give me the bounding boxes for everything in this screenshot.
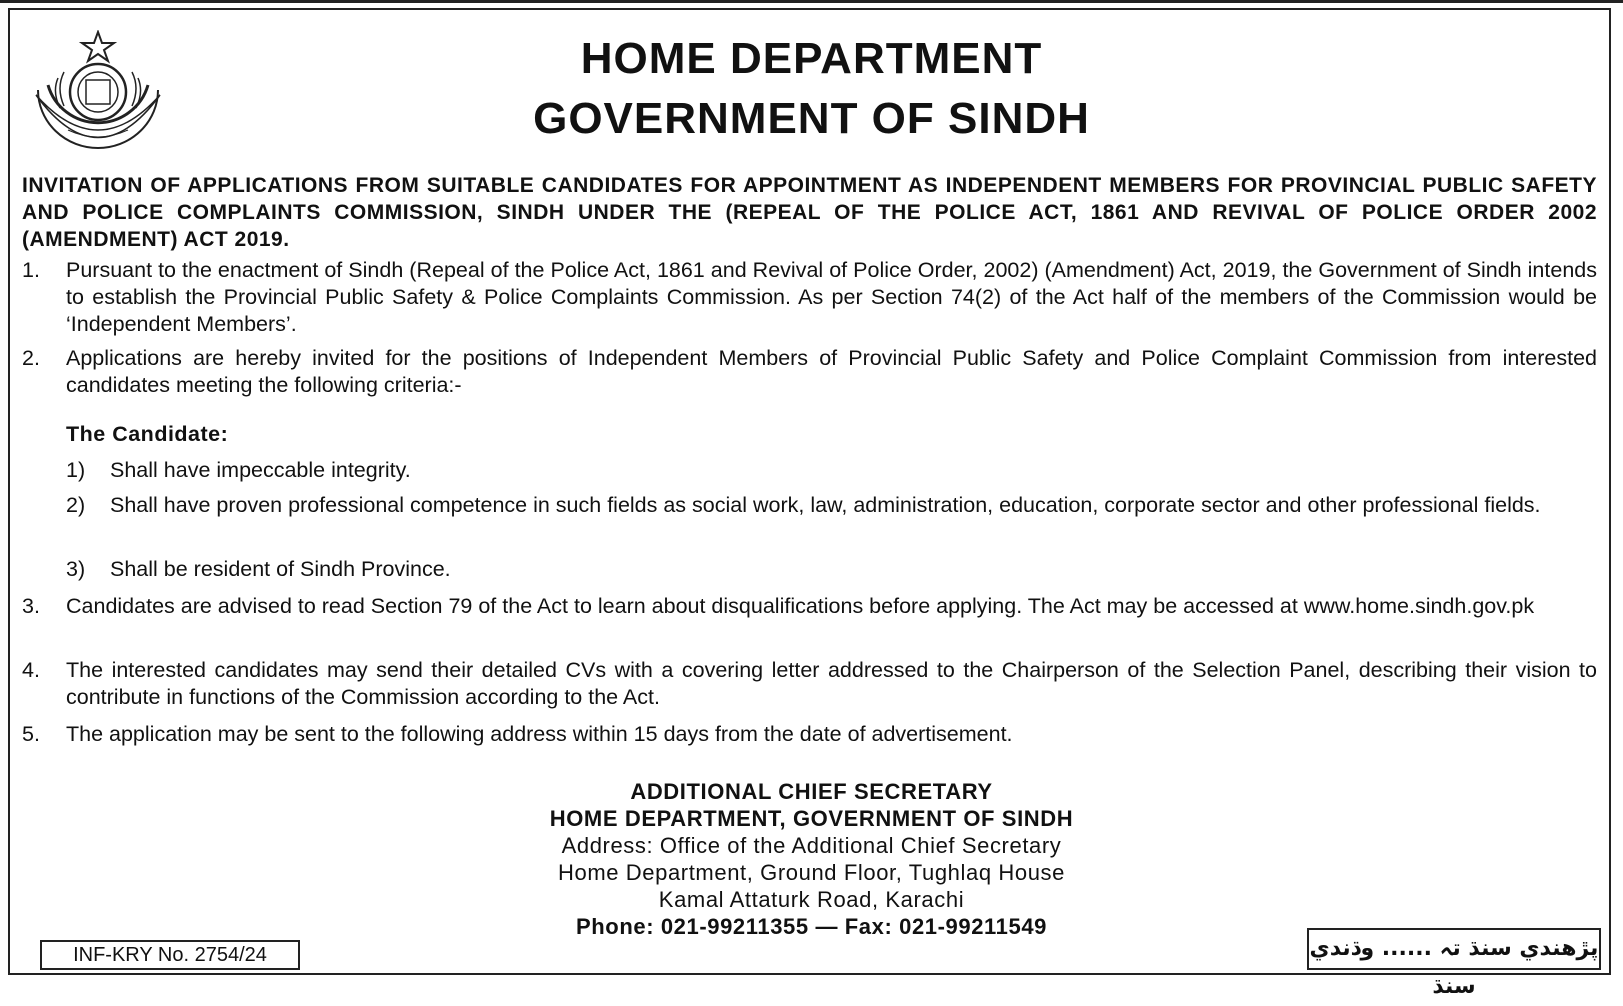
criterion-2 bbox=[66, 492, 1597, 519]
paragraph-2 bbox=[22, 345, 1597, 399]
paragraph-3 bbox=[22, 593, 1597, 620]
paragraph-number: 2. bbox=[22, 346, 40, 370]
criterion-text: Shall be resident of Sindh Province. bbox=[110, 557, 451, 581]
criterion-number: 1) bbox=[66, 458, 86, 482]
paragraph-number: 5. bbox=[22, 722, 40, 746]
paragraph-number: 3. bbox=[22, 594, 40, 618]
paragraph-text: The interested candidates may send their detailed CVs with a covering letter addressed to the Chairperson of the Selection Panel, describing their vision to contribute in functions of the Commission according to the Act. bbox=[66, 658, 1597, 709]
address-line-1: Address: Office of the Additional Chief Secretary bbox=[561, 833, 1062, 858]
criterion-number: 2) bbox=[66, 493, 86, 517]
paragraph-text: The application may be sent to the following address within 15 days from the date of advertisement. bbox=[66, 722, 1013, 746]
paragraph-number: 4. bbox=[22, 658, 40, 682]
contact-phone-fax: Phone: 021-99211355 — Fax: 021-99211549 bbox=[575, 914, 1048, 939]
address-line-3: Kamal Attaturk Road, Karachi bbox=[658, 887, 965, 912]
paragraph-4 bbox=[22, 657, 1597, 711]
paragraph-1 bbox=[22, 257, 1597, 338]
page-title-line2: GOVERNMENT OF SINDH bbox=[533, 94, 1090, 143]
page-title-line1: HOME DEPARTMENT bbox=[580, 34, 1043, 83]
reference-number-box: INF-KRY No. 2754/24 bbox=[40, 940, 300, 970]
criterion-number: 3) bbox=[66, 557, 86, 581]
paragraph-text: Applications are hereby invited for the positions of Independent Members of Provincial Public Safety and Police Complaint Commission from interested candidates meeting the following criteria:- bbox=[66, 346, 1597, 397]
criterion-text: Shall have proven professional competence in such fields as social work, law, administration, education, corporate sector and other professional fields. bbox=[110, 493, 1541, 517]
paragraph-5 bbox=[22, 721, 1597, 748]
candidate-heading: The Candidate: bbox=[66, 422, 229, 446]
signatory-title: ADDITIONAL CHIEF SECRETARY bbox=[630, 779, 993, 804]
sindhi-slogan-box: پڙهندي سنڌ تہ ...... وڌندي سنڌ bbox=[1307, 928, 1601, 970]
paragraph-text: Candidates are advised to read Section 79 of the Act to learn about disqualifications before applying. The Act may be accessed at www.home.sindh.gov.pk bbox=[66, 594, 1535, 618]
top-rule bbox=[0, 0, 1623, 3]
paragraph-text: Pursuant to the enactment of Sindh (Repeal of the Police Act, 1861 and Revival of Police Order, 2002) (Amendment) Act, 2019, the Government of Sindh intends to establish the Provincial Public Safety & Police Complaints Commission. As per Section 74(2) of the Act half of the members of the Commission would be ‘Independent Members’. bbox=[66, 258, 1597, 336]
criterion-text: Shall have impeccable integrity. bbox=[110, 458, 411, 482]
signatory-department: HOME DEPARTMENT, GOVERNMENT OF SINDH bbox=[549, 806, 1074, 831]
criterion-1 bbox=[66, 457, 1597, 484]
invitation-heading: INVITATION OF APPLICATIONS FROM SUITABLE CANDIDATES FOR APPOINTMENT AS INDEPENDENT MEMBERS FOR PROVINCIAL PUBLIC SAFETY AND POLICE COMPLAINTS COMMISSION, SINDH UNDER THE (REPEAL OF THE POLICE ACT, 1861 AND REVIVAL OF POLICE ORDER 2002 (AMENDMENT) ACT 2019. bbox=[22, 174, 1597, 251]
criterion-3 bbox=[66, 556, 1597, 583]
address-line-2: Home Department, Ground Floor, Tughlaq House bbox=[558, 860, 1065, 885]
paragraph-number: 1. bbox=[22, 258, 40, 282]
